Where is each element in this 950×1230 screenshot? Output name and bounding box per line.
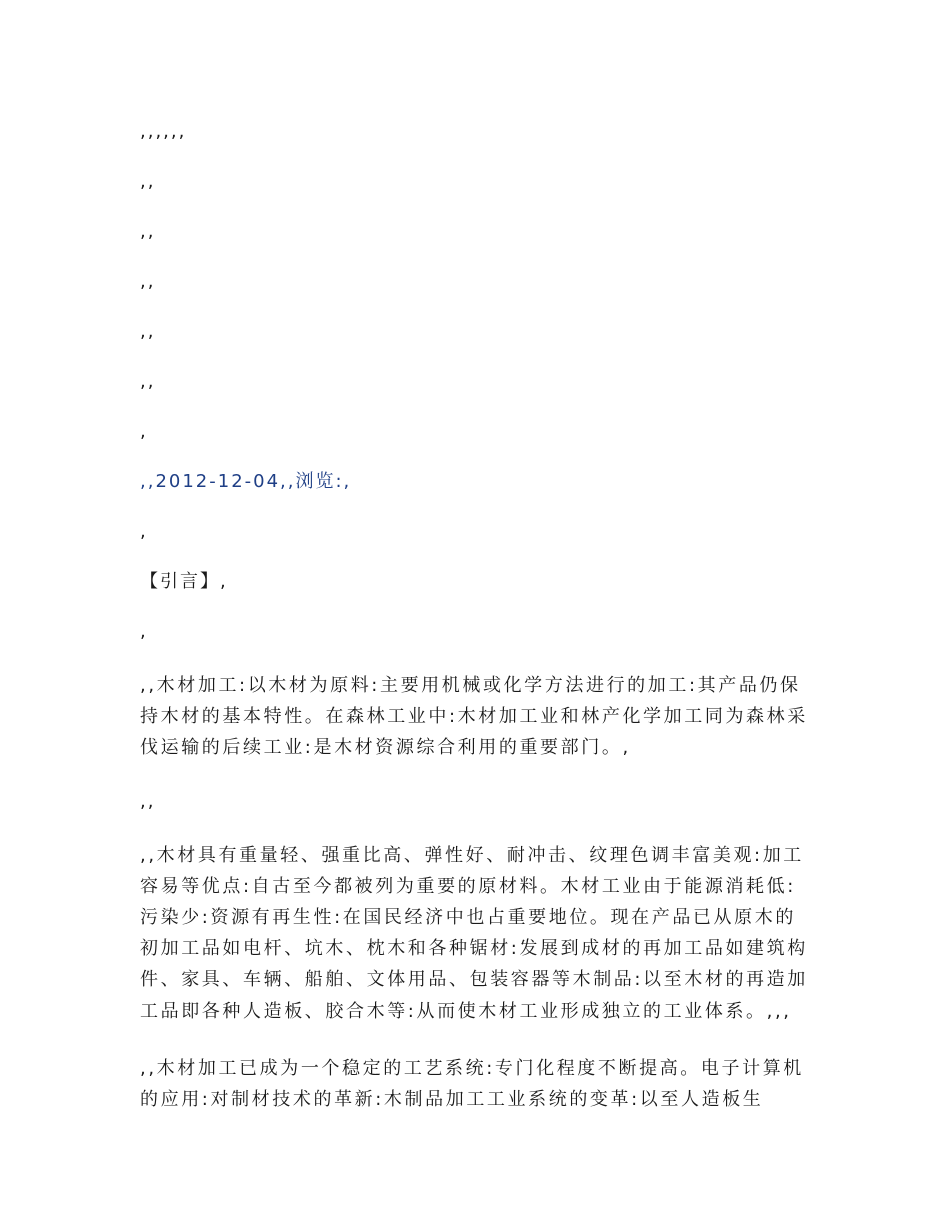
paragraph-properties: ,,木材具有重量轻、强重比高、弹性好、耐冲击、纹理色调丰富美观:加工容易等优点:自古至今都被列为重要的原材料。木材工业由于能源消耗低:污染少:资源有再生性:在国民经济中也占重要地位。现在产品已从原木的初加工品如电杆、坑木、枕木和各种锯材:发展到成材的再加工品如建筑构件、家具、车辆、船舶、文体用品、包装容器等木制品:以至木材的再造加工品即各种人造板、胶合木等:从而使木材工业形成独立的工业体系。,,, [140, 844, 808, 1022]
punctuation-line: ,, [140, 371, 156, 392]
paragraph-process: ,,木材加工已成为一个稳定的工艺系统:专门化程度不断提高。电子计算机的应用:对制材技术的革新:木制品加工工业系统的变革:以至人造板生 [140, 1057, 804, 1111]
paragraph-intro: ,,木材加工:以木材为原料:主要用机械或化学方法进行的加工:其产品仍保持木材的基本特性。在森林工业中:木材加工业和林产化学加工同为森林采伐运输的后续工业:是木材资源综合利用的重要部门。, [140, 675, 808, 759]
section-heading: 【引言】, [140, 571, 228, 592]
document-page [140, 120, 812, 1141]
punctuation-line: ,, [140, 321, 156, 342]
date-views-meta: ,,2012-12-04,,浏览:, [140, 471, 352, 492]
punctuation-line: , [140, 521, 148, 542]
punctuation-line: ,, [140, 221, 156, 242]
punctuation-line: ,, [140, 271, 156, 292]
punctuation-line: ,,,,,, [140, 121, 187, 142]
punctuation-line: ,, [140, 790, 156, 812]
punctuation-line: , [140, 421, 148, 442]
punctuation-line: , [140, 621, 148, 642]
punctuation-line: ,, [140, 171, 156, 192]
